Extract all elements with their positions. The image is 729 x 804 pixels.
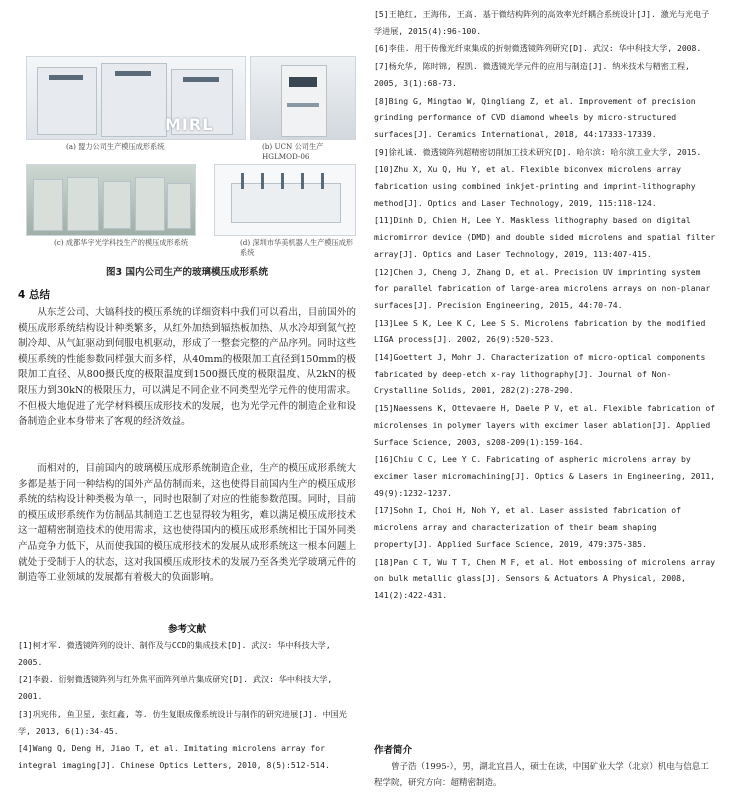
reference-item: [7]杨允华, 陈时锦, 程凯. 微透镜光学元件的应用与制造[J]. 纳米技术与精密工程, 2005, 3(1):68-73. (374, 61, 690, 88)
reference-item: [14]Goettert J, Mohr J. Characterization of micro-optical components fabricated by deep-etch x-ray lithography[J]. Journal of Non-Crystalline Solids, 2001, 282(2):278-290. (374, 352, 706, 396)
reference-item: [15]Naessens K, Ottevaere H, Daele P V, et al. Flexible fabrication of microlenses in polymer layers with excimer laser ablation[J]. Applied Surface Science, 2003, s208-209(1):159-164. (374, 403, 716, 447)
caption-d: (d) 深圳市华美机器人生产模压成形系统 (240, 238, 354, 257)
figure-3 (18, 52, 356, 282)
reference-item: [6]李佳. 用于传像光纤束集成的折射微透镜阵列研究[D]. 武汉: 华中科技大学, 2008. (374, 43, 702, 54)
reference-item: [10]Zhu X, Xu Q, Hu Y, et al. Flexible biconvex microlens array fabrication using combined inkjet-printing and imprint-lithography method[J]. Optics and Laser Technology, 2019, 115:118-124. (374, 164, 696, 208)
reference-item: [3]巩宪伟, 鱼卫星, 张红鑫, 等. 仿生复眼成像系统设计与制作的研究进展[J]. 中国光学, 2013, 6(1):34-45. (18, 708, 347, 736)
reference-item: [17]Sohn I, Choi H, Noh Y, et al. Laser assisted fabrication of microlens array and characterization of their beam shaping property[J]. Applied Surface Science, 2019, 479:375-385. (374, 505, 681, 549)
reference-item: [13]Lee S K, Lee K C, Lee S S. Microlens fabrication by the modified LIGA process[J]. 2002, 26(9):520-523. (374, 317, 706, 345)
references-heading: 参考文献 (167, 624, 206, 635)
photo-d-shenzhen (214, 164, 356, 236)
reference-item: [1]柯才军. 微透镜阵列的设计、制作及与CCD的集成技术[D]. 武汉: 华中科技大学, 2005. (18, 640, 331, 667)
author-bio: 曾子浩（1995-），男，湖北宜昌人，硕士在读，中国矿业大学（北京）机电与信息工程学院，研究方向：超精密制造。 (374, 762, 709, 788)
reference-item: [16]Chiu C C, Lee Y C. Fabricating of aspheric microlens array by excimer laser micromachining[J]. Optics & Lasers in Engineering, 2011, 49(9):1232-1237. (374, 454, 716, 498)
reference-item: [18]Pan C T, Wu T T, Chen M F, et al. Hot embossing of microlens array on bulk metallic glass[J]. Sensors & Actuators A Physical, 2008, 141(2):422-431. (374, 556, 716, 600)
caption-c: (c) 成都华宇光学科技生产的模压成形系统 (54, 238, 189, 247)
reference-item: [9]徐礼诚. 微透镜阵列超精密切削加工技术研究[D]. 哈尔滨: 哈尔滨工业大学, 2015. (374, 146, 702, 157)
reference-item: [5]王艳红, 王海伟, 王高. 基于微结构阵列的高效率光纤耦合系统设计[J]. 激光与光电子学进展, 2015(4):96-100. (374, 9, 710, 36)
references-left-column (18, 637, 356, 775)
watermark-logo: MIRL (165, 115, 214, 134)
caption-a: (a) 盟力公司生产模压成形系统 (66, 142, 165, 151)
author-heading: 作者简介 (374, 745, 413, 756)
photo-c-chengdu (26, 164, 196, 236)
references-right-column (374, 6, 716, 605)
paragraph-1: 从东芝公司、大镐科技的模压系统的详细资料中我们可以看出，目前国外的模压成形系统结构设计种类繁多，从红外加热到辐热板加热、从水冷却到氮气控制冷却、从气缸驱动到伺服电机驱动，形成了一整套完整的产品序列。同时这些模压系统的性能参数同样强大而多样，从40mm的极限加工直径到150mm的极限加工直径、从800摄氏度的极限温度到1500摄氏度的极限温度、从2kN的极限压力到30kN的极限压力，可以满足不同企业不同类型光学元件的使用需求。不但极大地促进了光学材料模压成形技术的发展，也为光学元件的制造企业和设备制造企业本身带来了客观的经济效益。 (18, 307, 356, 428)
photo-a-molding-system (26, 56, 246, 140)
figure-title: 图3 国内公司生产的玻璃模压成形系统 (106, 267, 268, 278)
section-heading: 4 总结 (18, 289, 50, 301)
caption-b: (b) UCN 公司生产 HGLMOD-06 (262, 142, 324, 161)
reference-item: [11]Dinh D, Chien H, Lee Y. Maskless lithography based on digital micromirror device (DMD) and double sided microlens and spatial filter array[J]. Optics and Laser Technology, 2019, 113:407-415. (374, 215, 716, 259)
reference-item: [8]Bing G, Mingtao W, Qingliang Z, et al. Improvement of precision grinding performance of CVD diamond wheels by micro-structured surfaces[J]. Ceramics International, 2018, 44:17333-17339. (374, 95, 696, 139)
reference-item: [4]Wang Q, Deng H, Jiao T, et al. Imitating microlens array for integral imaging[J]. Chinese Optics Letters, 2010, 8(5):512-514. (18, 743, 330, 770)
reference-item: [2]李毅. 衍射微透镜阵列与红外焦平面阵列单片集成研究[D]. 武汉: 华中科技大学, 2001. (18, 674, 333, 702)
paragraph-2: 而相对的，目前国内的玻璃模压成形系统制造企业，生产的模压成形系统大多都是基于同一种结构的国外产品仿制而来，这也使得目前国内生产的模压成形系统的结构设计种类极为单一，同时也限制了对应的性能参数范围。同时，目前的模压成形系统作为仿制品其制造工艺也显得较为粗劣，难以满足模压成形技术这一超精密制造技术的使用需求，这也使得国内的模压成形系统相比于国外同类产品竞争力低下，从而使我国的模压成形技术的发展从成形系统这一根本问题上就处于受制于人的状态，这对我国模压成形技术的发展乃至各类光学玻璃元件的制造等工业领域的发展都有着极大的负面影响。 (18, 463, 356, 584)
photo-b-hglmod (250, 56, 356, 140)
reference-item: [12]Chen J, Cheng J, Zhang D, et al. Precision UV imprinting system for parallel fabrication of large-area microlens arrays on non-planar surfaces[J]. Precision Engineering, 2015, 44:70-74. (374, 266, 711, 310)
